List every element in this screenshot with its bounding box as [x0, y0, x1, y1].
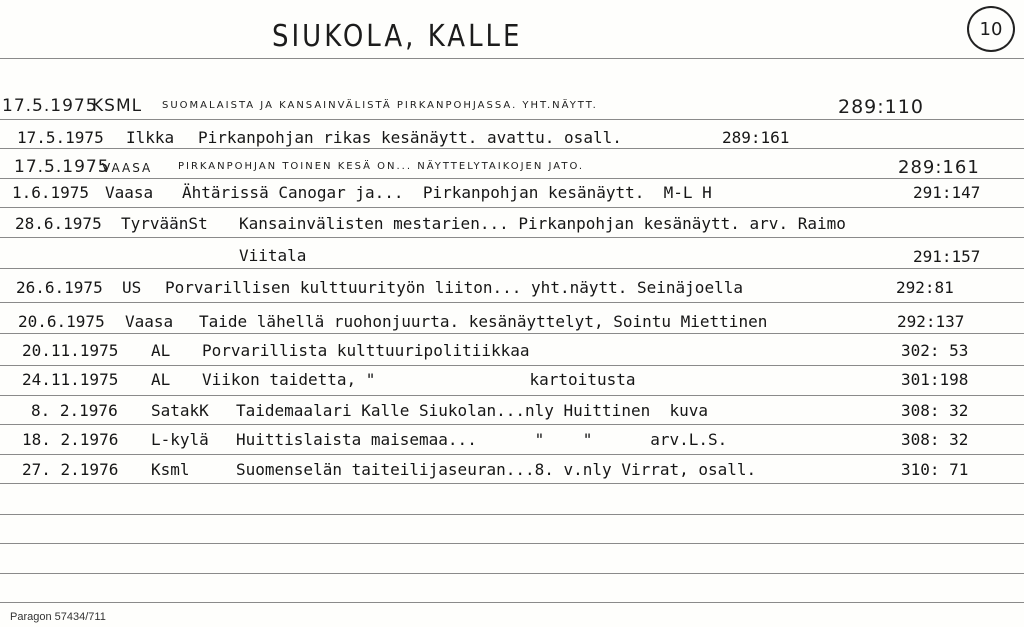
rule-line: [0, 454, 1024, 455]
rule-line: [0, 483, 1024, 484]
entry-text: Huittislaista maisemaa... " " arv.L.S.: [236, 430, 728, 449]
entry-ref: 292:81: [896, 278, 954, 297]
entry-source: Ilkka: [126, 128, 175, 147]
entry-ref: 291:157: [913, 247, 981, 266]
rule-line: [0, 237, 1024, 238]
entry-text: PIRKANPOHJAN TOINEN KESÄ ON... NÄYTTELYTAIKOJEN JATO.: [178, 161, 585, 172]
entry-source: AL: [151, 341, 171, 360]
entry-ref: 308: 32: [901, 430, 969, 449]
entry-text: Porvarillista kulttuuripolitiikkaa: [202, 341, 530, 360]
entry-date: 20.6.1975: [18, 312, 105, 331]
entry-date: 26.6.1975: [16, 278, 103, 297]
entry-ref: 302: 53: [901, 341, 969, 360]
entry-text: Suomenselän taiteilijaseuran...8. v.nly Virrat, osall.: [236, 460, 757, 479]
rule-line: [0, 602, 1024, 603]
entry-ref: 289:161: [898, 157, 980, 178]
rule-line: [0, 302, 1024, 303]
entry-source: KSML: [92, 96, 143, 116]
entry-text-continued: Viitala: [239, 246, 307, 265]
entry-date: 17.5.1975: [14, 157, 110, 177]
entry-source: US: [122, 278, 142, 297]
entry-text: Pirkanpohjan rikas kesänäytt. avattu. osall.: [198, 128, 622, 147]
rule-line: [0, 148, 1024, 149]
rule-line: [0, 424, 1024, 425]
entry-date: 17.5.1975: [17, 128, 104, 147]
entry-date: 24.11.1975: [22, 370, 119, 389]
rule-line: [0, 58, 1024, 59]
entry-ref: 291:147: [913, 183, 981, 202]
entry-date: 20.11.1975: [22, 341, 119, 360]
rule-line: [0, 178, 1024, 179]
entry-source: Vaasa: [125, 312, 174, 331]
entry-date: 17.5.1975: [2, 96, 98, 116]
entry-date: 27. 2.1976: [22, 460, 119, 479]
rule-line: [0, 543, 1024, 544]
entry-text: Viikon taidetta, " kartoitusta: [202, 370, 636, 389]
rule-line: [0, 119, 1024, 120]
entry-ref: 289:161: [722, 128, 790, 147]
entry-text: Kansainvälisten mestarien... Pirkanpohjan kesänäytt. arv. Raimo: [239, 214, 846, 233]
rule-line: [0, 573, 1024, 574]
entry-ref: 292:137: [897, 312, 965, 331]
entry-text: SUOMALAISTA JA KANSAINVÄLISTÄ PIRKANPOHJASSA. YHT.NÄYTT.: [162, 100, 598, 111]
card-number: 10: [979, 18, 1003, 40]
rule-line: [0, 207, 1024, 208]
entry-source: Ksml: [151, 460, 190, 479]
rule-line: [0, 268, 1024, 269]
entry-text: Ähtärissä Canogar ja... Pirkanpohjan kesänäytt. M-L H: [182, 183, 712, 202]
rule-line: [0, 365, 1024, 366]
entry-source: SatakK: [151, 401, 209, 420]
entry-ref: 301:198: [901, 370, 969, 389]
entry-ref: 289:110: [838, 96, 924, 118]
entry-source: AL: [151, 370, 171, 389]
entry-date: 8. 2.1976: [31, 401, 118, 420]
entry-text: Taidemaalari Kalle Siukolan...nly Huittinen kuva: [236, 401, 709, 420]
card-footer: Paragon 57434/711: [10, 611, 106, 623]
entry-date: 18. 2.1976: [22, 430, 119, 449]
entry-source: VAASA: [102, 161, 153, 175]
entry-ref: 308: 32: [901, 401, 969, 420]
entry-source: Vaasa: [105, 183, 154, 202]
rule-line: [0, 395, 1024, 396]
entry-source: L-kylä: [151, 430, 209, 449]
entry-source: TyrväänSt: [121, 214, 208, 233]
entry-date: 28.6.1975: [15, 214, 102, 233]
entry-text: Taide lähellä ruohonjuurta. kesänäyttelyt, Sointu Miettinen: [199, 312, 768, 331]
entry-text: Porvarillisen kulttuurityön liiton... yht.näytt. Seinäjoella: [165, 278, 743, 297]
entry-date: 1.6.1975: [12, 183, 90, 202]
card-number-badge: [967, 6, 1015, 52]
entry-ref: 310: 71: [901, 460, 969, 479]
card-title: SIUKOLA, KALLE: [272, 19, 523, 55]
rule-line: [0, 514, 1024, 515]
rule-line: [0, 333, 1024, 334]
